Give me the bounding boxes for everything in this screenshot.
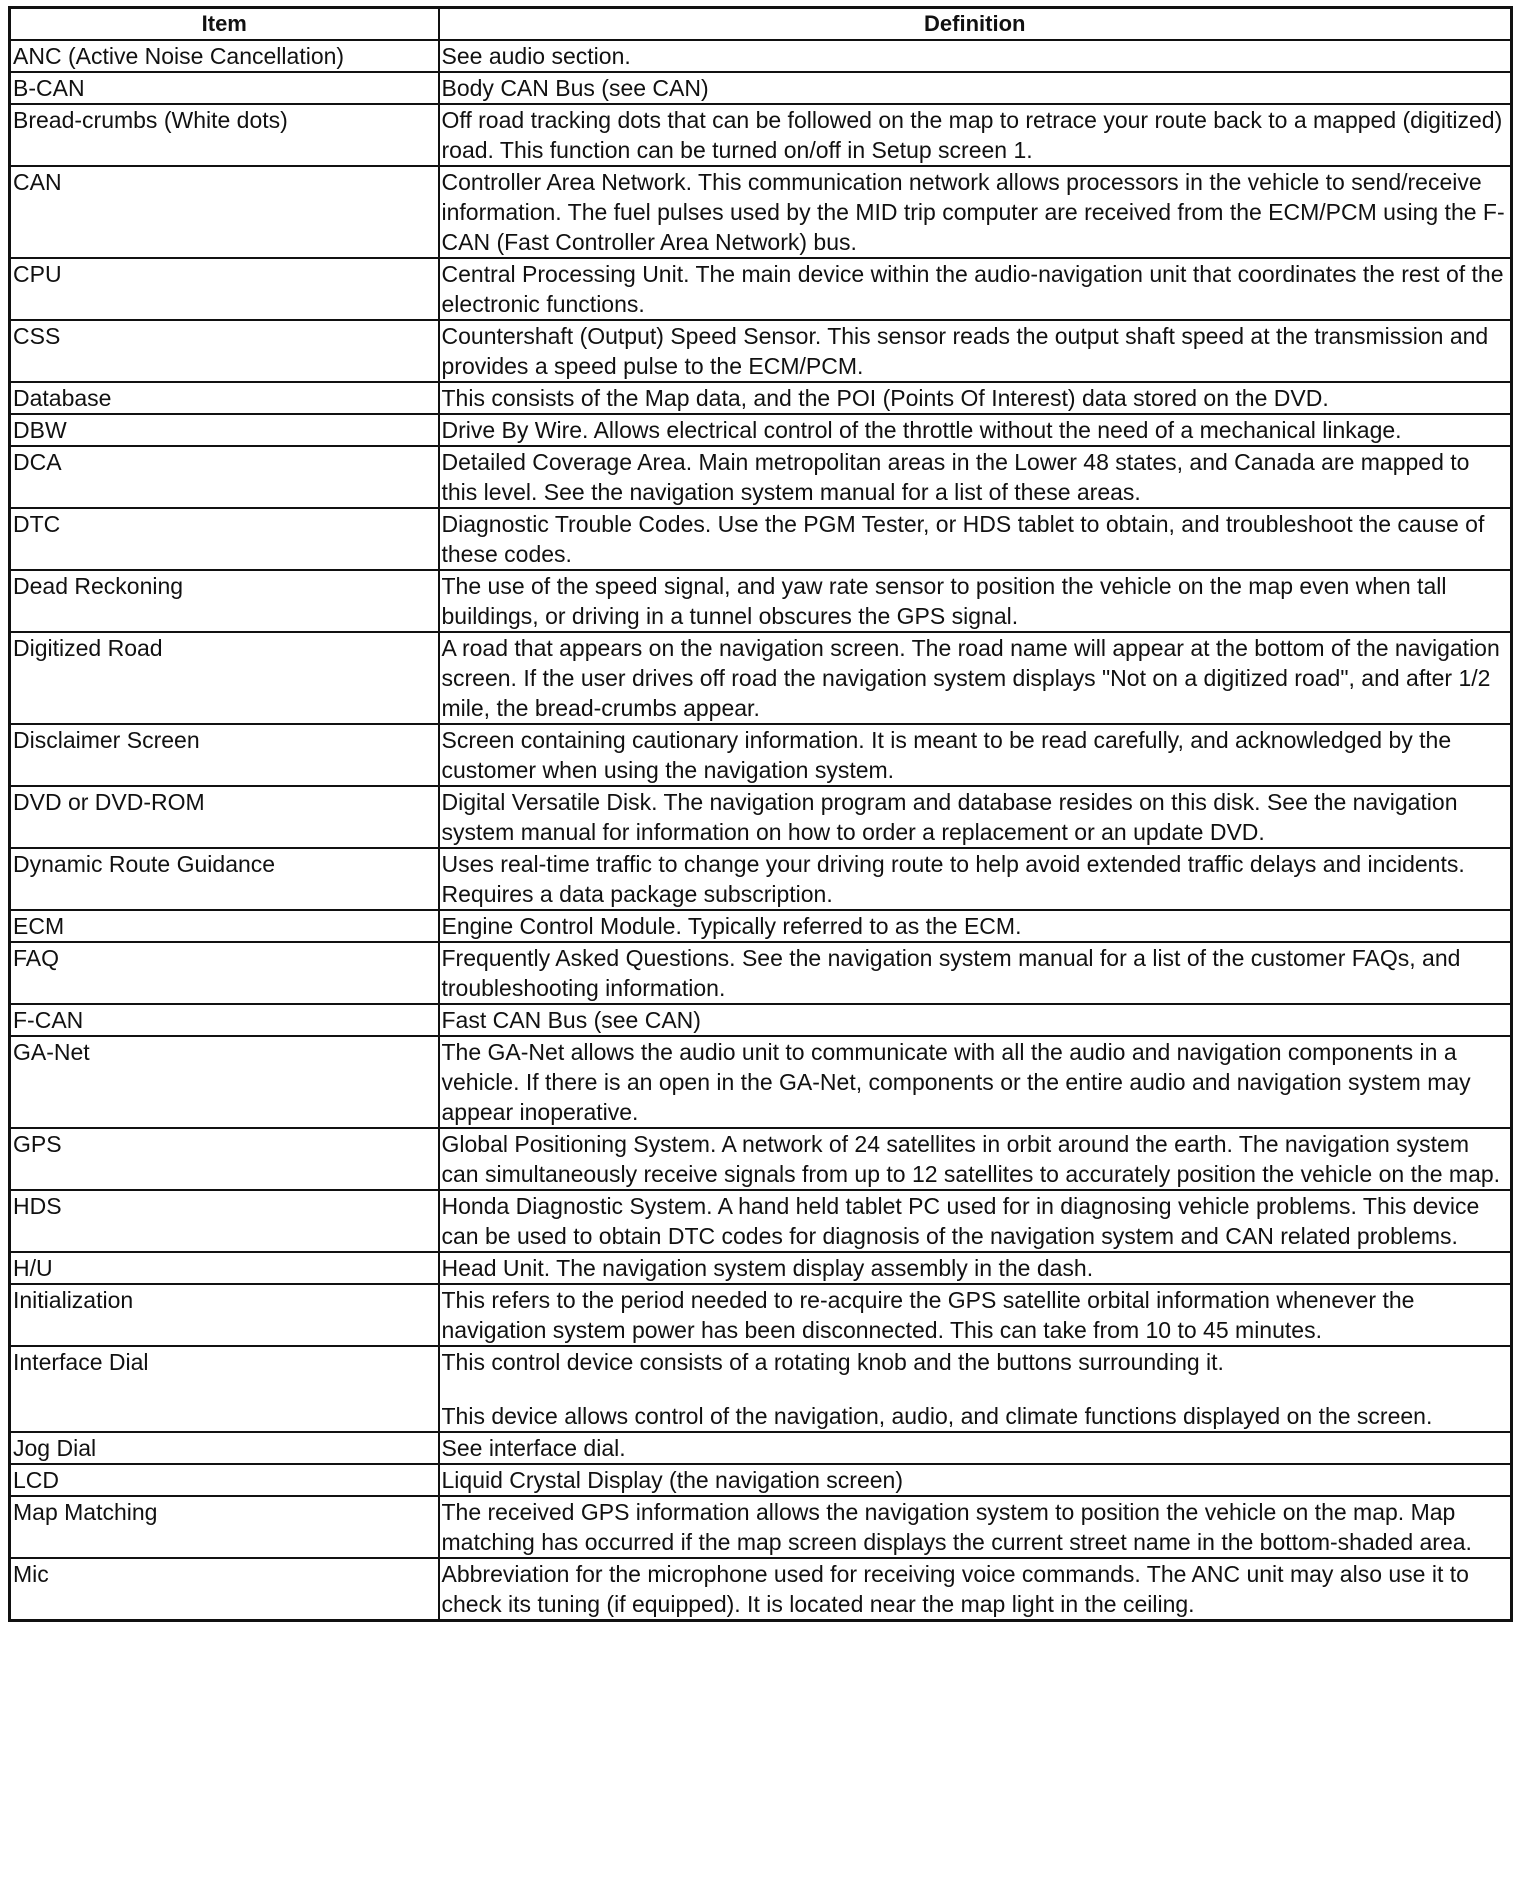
item-cell: F-CAN bbox=[10, 1004, 439, 1036]
definition-text: Abbreviation for the microphone used for receiving voice commands. The ANC unit may also use it to check its tuning (if equipped). It is located near the map light in the ceiling. bbox=[441, 1561, 1469, 1617]
definition-text: A road that appears on the navigation screen. The road name will appear at the bottom of the navigation screen. If the user drives off road the navigation system displays "Not on a digitized road", and after 1/2 mile, the bread-crumbs appear. bbox=[441, 635, 1500, 721]
definition-text: Frequently Asked Questions. See the navigation system manual for a list of the customer FAQs, and troubleshooting information. bbox=[441, 945, 1461, 1001]
item-cell: Dynamic Route Guidance bbox=[10, 848, 439, 910]
item-cell: LCD bbox=[10, 1464, 439, 1496]
item-cell: CSS bbox=[10, 320, 439, 382]
table-row bbox=[10, 320, 1512, 382]
definition-cell bbox=[439, 910, 1512, 942]
definition-text: Detailed Coverage Area. Main metropolitan areas in the Lower 48 states, and Canada are mapped to this level. See the navigation system manual for a list of these areas. bbox=[441, 449, 1470, 505]
definition-text: See audio section. bbox=[441, 43, 631, 69]
definition-text: Drive By Wire. Allows electrical control of the throttle without the need of a mechanical linkage. bbox=[441, 417, 1402, 443]
table-row bbox=[10, 1190, 1512, 1252]
definition-cell bbox=[439, 446, 1512, 508]
definition-text: This device allows control of the navigation, audio, and climate functions displayed on the screen. bbox=[441, 1403, 1433, 1429]
item-cell: Disclaimer Screen bbox=[10, 724, 439, 786]
definition-text: Central Processing Unit. The main device within the audio-navigation unit that coordinates the rest of the electronic functions. bbox=[441, 261, 1504, 317]
table-row bbox=[10, 1252, 1512, 1284]
definition-text: This refers to the period needed to re-acquire the GPS satellite orbital information whenever the navigation system power has been disconnected. This can take from 10 to 45 minutes. bbox=[441, 1287, 1415, 1343]
definition-cell bbox=[439, 1036, 1512, 1128]
definition-text: See interface dial. bbox=[441, 1435, 626, 1461]
item-cell: HDS bbox=[10, 1190, 439, 1252]
column-header-item: Item bbox=[10, 8, 439, 41]
definition-text: Countershaft (Output) Speed Sensor. This sensor reads the output shaft speed at the transmission and provides a speed pulse to the ECM/PCM. bbox=[441, 323, 1489, 379]
definition-text: Off road tracking dots that can be followed on the map to retrace your route back to a mapped (digitized) road. This function can be turned on/off in Setup screen 1. bbox=[441, 107, 1503, 163]
definition-cell bbox=[439, 166, 1512, 258]
table-row bbox=[10, 258, 1512, 320]
glossary-body bbox=[10, 40, 1512, 1621]
definition-cell bbox=[439, 570, 1512, 632]
item-cell: B-CAN bbox=[10, 72, 439, 104]
item-cell: Dead Reckoning bbox=[10, 570, 439, 632]
table-row bbox=[10, 848, 1512, 910]
definition-cell bbox=[439, 1558, 1512, 1621]
item-cell: GPS bbox=[10, 1128, 439, 1190]
table-row bbox=[10, 942, 1512, 1004]
item-cell: Database bbox=[10, 382, 439, 414]
table-row bbox=[10, 1346, 1512, 1432]
table-row bbox=[10, 508, 1512, 570]
table-row bbox=[10, 724, 1512, 786]
definition-text: Engine Control Module. Typically referred to as the ECM. bbox=[441, 913, 1022, 939]
item-cell: Initialization bbox=[10, 1284, 439, 1346]
item-cell: Digitized Road bbox=[10, 632, 439, 724]
definition-text: Fast CAN Bus (see CAN) bbox=[441, 1007, 701, 1033]
table-row bbox=[10, 1496, 1512, 1558]
item-cell: Bread-crumbs (White dots) bbox=[10, 104, 439, 166]
table-row bbox=[10, 570, 1512, 632]
table-row bbox=[10, 1558, 1512, 1621]
definition-cell bbox=[439, 1464, 1512, 1496]
table-row bbox=[10, 382, 1512, 414]
table-row bbox=[10, 166, 1512, 258]
definition-cell bbox=[439, 724, 1512, 786]
definition-text: The GA-Net allows the audio unit to communicate with all the audio and navigation components in a vehicle. If there is an open in the GA-Net, components or the entire audio and navigation system may appear inoperative. bbox=[441, 1039, 1471, 1125]
item-cell: Jog Dial bbox=[10, 1432, 439, 1464]
definition-cell bbox=[439, 508, 1512, 570]
item-cell: Mic bbox=[10, 1558, 439, 1621]
definition-cell bbox=[439, 72, 1512, 104]
table-row bbox=[10, 1036, 1512, 1128]
column-header-definition: Definition bbox=[439, 8, 1512, 41]
definition-text: Honda Diagnostic System. A hand held tablet PC used for in diagnosing vehicle problems. This device can be used to obtain DTC codes for diagnosis of the navigation system and CAN related problems. bbox=[441, 1193, 1480, 1249]
definition-cell bbox=[439, 848, 1512, 910]
item-cell: FAQ bbox=[10, 942, 439, 1004]
table-row bbox=[10, 1464, 1512, 1496]
table-row bbox=[10, 1284, 1512, 1346]
glossary-table bbox=[8, 6, 1513, 1622]
item-cell: DBW bbox=[10, 414, 439, 446]
table-row bbox=[10, 786, 1512, 848]
table-row bbox=[10, 104, 1512, 166]
item-cell: DTC bbox=[10, 508, 439, 570]
item-cell: Interface Dial bbox=[10, 1346, 439, 1432]
item-cell: H/U bbox=[10, 1252, 439, 1284]
definition-text: The use of the speed signal, and yaw rate sensor to position the vehicle on the map even when tall buildings, or driving in a tunnel obscures the GPS signal. bbox=[441, 573, 1447, 629]
item-cell: Map Matching bbox=[10, 1496, 439, 1558]
definition-cell bbox=[439, 258, 1512, 320]
definition-cell bbox=[439, 1004, 1512, 1036]
definition-cell bbox=[439, 1346, 1512, 1432]
table-row bbox=[10, 1128, 1512, 1190]
definition-text: This control device consists of a rotating knob and the buttons surrounding it. bbox=[441, 1349, 1224, 1375]
definition-text: Screen containing cautionary information. It is meant to be read carefully, and acknowledged by the customer when using the navigation system. bbox=[441, 727, 1452, 783]
definition-text: The received GPS information allows the navigation system to position the vehicle on the map. Map matching has occurred if the map screen displays the current street name in the bottom-shaded area. bbox=[441, 1499, 1472, 1555]
header-row bbox=[10, 8, 1512, 41]
table-row bbox=[10, 72, 1512, 104]
definition-text: Diagnostic Trouble Codes. Use the PGM Tester, or HDS tablet to obtain, and troubleshoot the cause of these codes. bbox=[441, 511, 1485, 567]
definition-text: Body CAN Bus (see CAN) bbox=[441, 75, 709, 101]
table-row bbox=[10, 910, 1512, 942]
definition-cell bbox=[439, 1432, 1512, 1464]
item-cell: ECM bbox=[10, 910, 439, 942]
definition-cell bbox=[439, 414, 1512, 446]
definition-cell bbox=[439, 786, 1512, 848]
definition-cell bbox=[439, 1284, 1512, 1346]
definition-text: Liquid Crystal Display (the navigation screen) bbox=[441, 1467, 903, 1493]
table-row bbox=[10, 1432, 1512, 1464]
table-row bbox=[10, 1004, 1512, 1036]
definition-cell bbox=[439, 104, 1512, 166]
table-row bbox=[10, 446, 1512, 508]
definition-text: Head Unit. The navigation system display assembly in the dash. bbox=[441, 1255, 1094, 1281]
definition-cell bbox=[439, 40, 1512, 72]
definition-cell bbox=[439, 1496, 1512, 1558]
table-row bbox=[10, 414, 1512, 446]
definition-text: Digital Versatile Disk. The navigation program and database resides on this disk. See the navigation system manual for information on how to order a replacement or an update DVD. bbox=[441, 789, 1458, 845]
definition-text: Controller Area Network. This communication network allows processors in the vehicle to send/receive information. The fuel pulses used by the MID trip computer are received from the ECM/PCM using the F-CAN (Fast Controller Area Network) bus. bbox=[441, 169, 1505, 255]
item-cell: ANC (Active Noise Cancellation) bbox=[10, 40, 439, 72]
glossary-header bbox=[10, 8, 1512, 41]
definition-cell bbox=[439, 1190, 1512, 1252]
definition-cell bbox=[439, 382, 1512, 414]
definition-cell bbox=[439, 632, 1512, 724]
definition-cell bbox=[439, 320, 1512, 382]
item-cell: DCA bbox=[10, 446, 439, 508]
definition-text: Global Positioning System. A network of 24 satellites in orbit around the earth. The navigation system can simultaneously receive signals from up to 12 satellites to accurately position the vehicle on the map. bbox=[441, 1131, 1501, 1187]
item-cell: CPU bbox=[10, 258, 439, 320]
definition-cell bbox=[439, 942, 1512, 1004]
table-row bbox=[10, 632, 1512, 724]
item-cell: DVD or DVD-ROM bbox=[10, 786, 439, 848]
definition-text: This consists of the Map data, and the POI (Points Of Interest) data stored on the DVD. bbox=[441, 385, 1329, 411]
definition-text: Uses real-time traffic to change your driving route to help avoid extended traffic delays and incidents. Requires a data package subscription. bbox=[441, 851, 1465, 907]
item-cell: GA-Net bbox=[10, 1036, 439, 1128]
definition-cell bbox=[439, 1252, 1512, 1284]
item-cell: CAN bbox=[10, 166, 439, 258]
table-row bbox=[10, 40, 1512, 72]
definition-cell bbox=[439, 1128, 1512, 1190]
